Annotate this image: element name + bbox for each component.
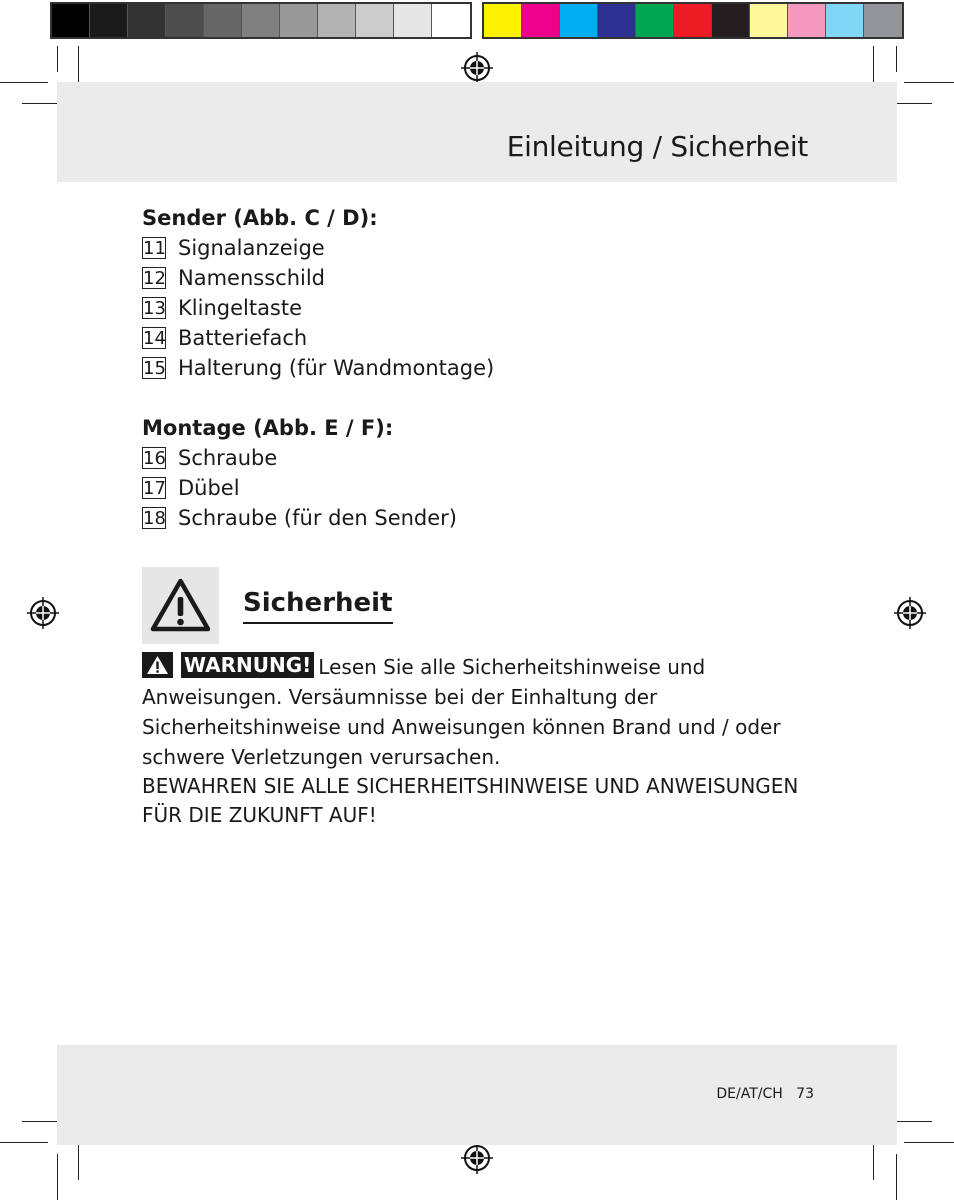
- color-swatch: [750, 4, 788, 37]
- part-list-item: [142, 473, 822, 503]
- warning-text: Lesen Sie alle Sicherheitshinweise und Anweisungen. Versäumnisse bei der Einhaltung der Sicherheitshinweise und Anweisungen können Brand und / oder schwere Verletzungen verursachen.: [142, 655, 781, 769]
- color-swatch: [318, 4, 356, 37]
- color-swatch: [712, 4, 750, 37]
- footer-region: DE/AT/CH: [716, 1086, 783, 1102]
- safety-icon-box: [142, 567, 219, 644]
- part-label: Batteriefach: [178, 326, 308, 350]
- color-swatch: [636, 4, 674, 37]
- color-swatch: [280, 4, 318, 37]
- montage-heading: Montage (Abb. E / F):: [142, 416, 394, 440]
- part-number-badge: 11: [143, 238, 166, 259]
- part-list-item: [142, 353, 822, 383]
- crop-mark: [896, 46, 897, 72]
- color-swatch: [598, 4, 636, 37]
- safety-title: Sicherheit: [243, 587, 393, 624]
- montage-parts-list: [142, 443, 822, 533]
- color-swatch: [674, 4, 712, 37]
- color-swatch: [826, 4, 864, 37]
- color-swatch: [52, 4, 90, 37]
- warning-badge: [142, 652, 314, 678]
- sender-section: [142, 203, 822, 383]
- keep-instructions-notice: BEWAHREN SIE ALLE SICHERHEITSHINWEISE UND ANWEISUNGEN FÜR DIE ZUKUNFT AUF!: [142, 774, 799, 827]
- part-list-item: [142, 503, 822, 533]
- sender-parts-list: [142, 233, 822, 383]
- registration-mark-icon: [461, 52, 493, 84]
- color-swatch: [432, 4, 470, 37]
- color-swatch: [864, 4, 902, 37]
- crop-mark: [904, 82, 954, 83]
- crop-mark: [904, 1142, 954, 1143]
- color-swatch: [128, 4, 166, 37]
- page-footer: [716, 1086, 814, 1102]
- part-label: Klingeltaste: [178, 296, 303, 320]
- color-swatch: [242, 4, 280, 37]
- part-number-badge: 16: [143, 448, 166, 469]
- warning-triangle-icon: [142, 567, 219, 644]
- color-swatch: [788, 4, 826, 37]
- warning-small-icon: [142, 652, 173, 678]
- color-swatch: [560, 4, 598, 37]
- color-swatch: [484, 4, 522, 37]
- part-label: Signalanzeige: [178, 236, 325, 260]
- color-swatch: [166, 4, 204, 37]
- color-swatch: [356, 4, 394, 37]
- part-label: Namensschild: [178, 266, 325, 290]
- part-number-badge: 17: [143, 478, 166, 499]
- crop-mark: [896, 1154, 897, 1200]
- part-number-badge: 14: [143, 328, 166, 349]
- part-label: Schraube (für den Sender): [178, 506, 457, 530]
- part-number-badge: 18: [143, 508, 166, 529]
- registration-mark-icon: [27, 597, 59, 629]
- part-list-item: [142, 443, 822, 473]
- part-list-item: [142, 323, 822, 353]
- grayscale-calibration-bar: [50, 2, 472, 39]
- part-list-item: [142, 293, 822, 323]
- color-calibration-bar: [482, 2, 904, 39]
- part-list-item: [142, 263, 822, 293]
- color-swatch: [90, 4, 128, 37]
- color-swatch: [204, 4, 242, 37]
- registration-mark-icon: [461, 1142, 493, 1174]
- part-number-badge: 12: [143, 268, 166, 289]
- part-label: Dübel: [178, 476, 240, 500]
- crop-mark: [0, 82, 48, 83]
- crop-mark: [0, 1142, 48, 1143]
- part-number-badge: 15: [143, 358, 166, 379]
- color-swatch: [394, 4, 432, 37]
- part-label: Halterung (für Wandmontage): [178, 356, 495, 380]
- montage-section: [142, 413, 822, 533]
- registration-mark-icon: [894, 597, 926, 629]
- page-title: Einleitung / Sicherheit: [506, 130, 808, 163]
- crop-mark: [57, 1154, 58, 1200]
- part-label: Schraube: [178, 446, 278, 470]
- crop-mark: [57, 46, 58, 72]
- warning-label: WARNUNG!: [181, 652, 314, 678]
- warning-paragraph: [142, 652, 832, 772]
- page-number: 73: [796, 1086, 814, 1102]
- color-swatch: [522, 4, 560, 37]
- part-number-badge: 13: [143, 298, 166, 319]
- part-list-item: [142, 233, 822, 263]
- sender-heading: Sender (Abb. C / D):: [142, 206, 378, 230]
